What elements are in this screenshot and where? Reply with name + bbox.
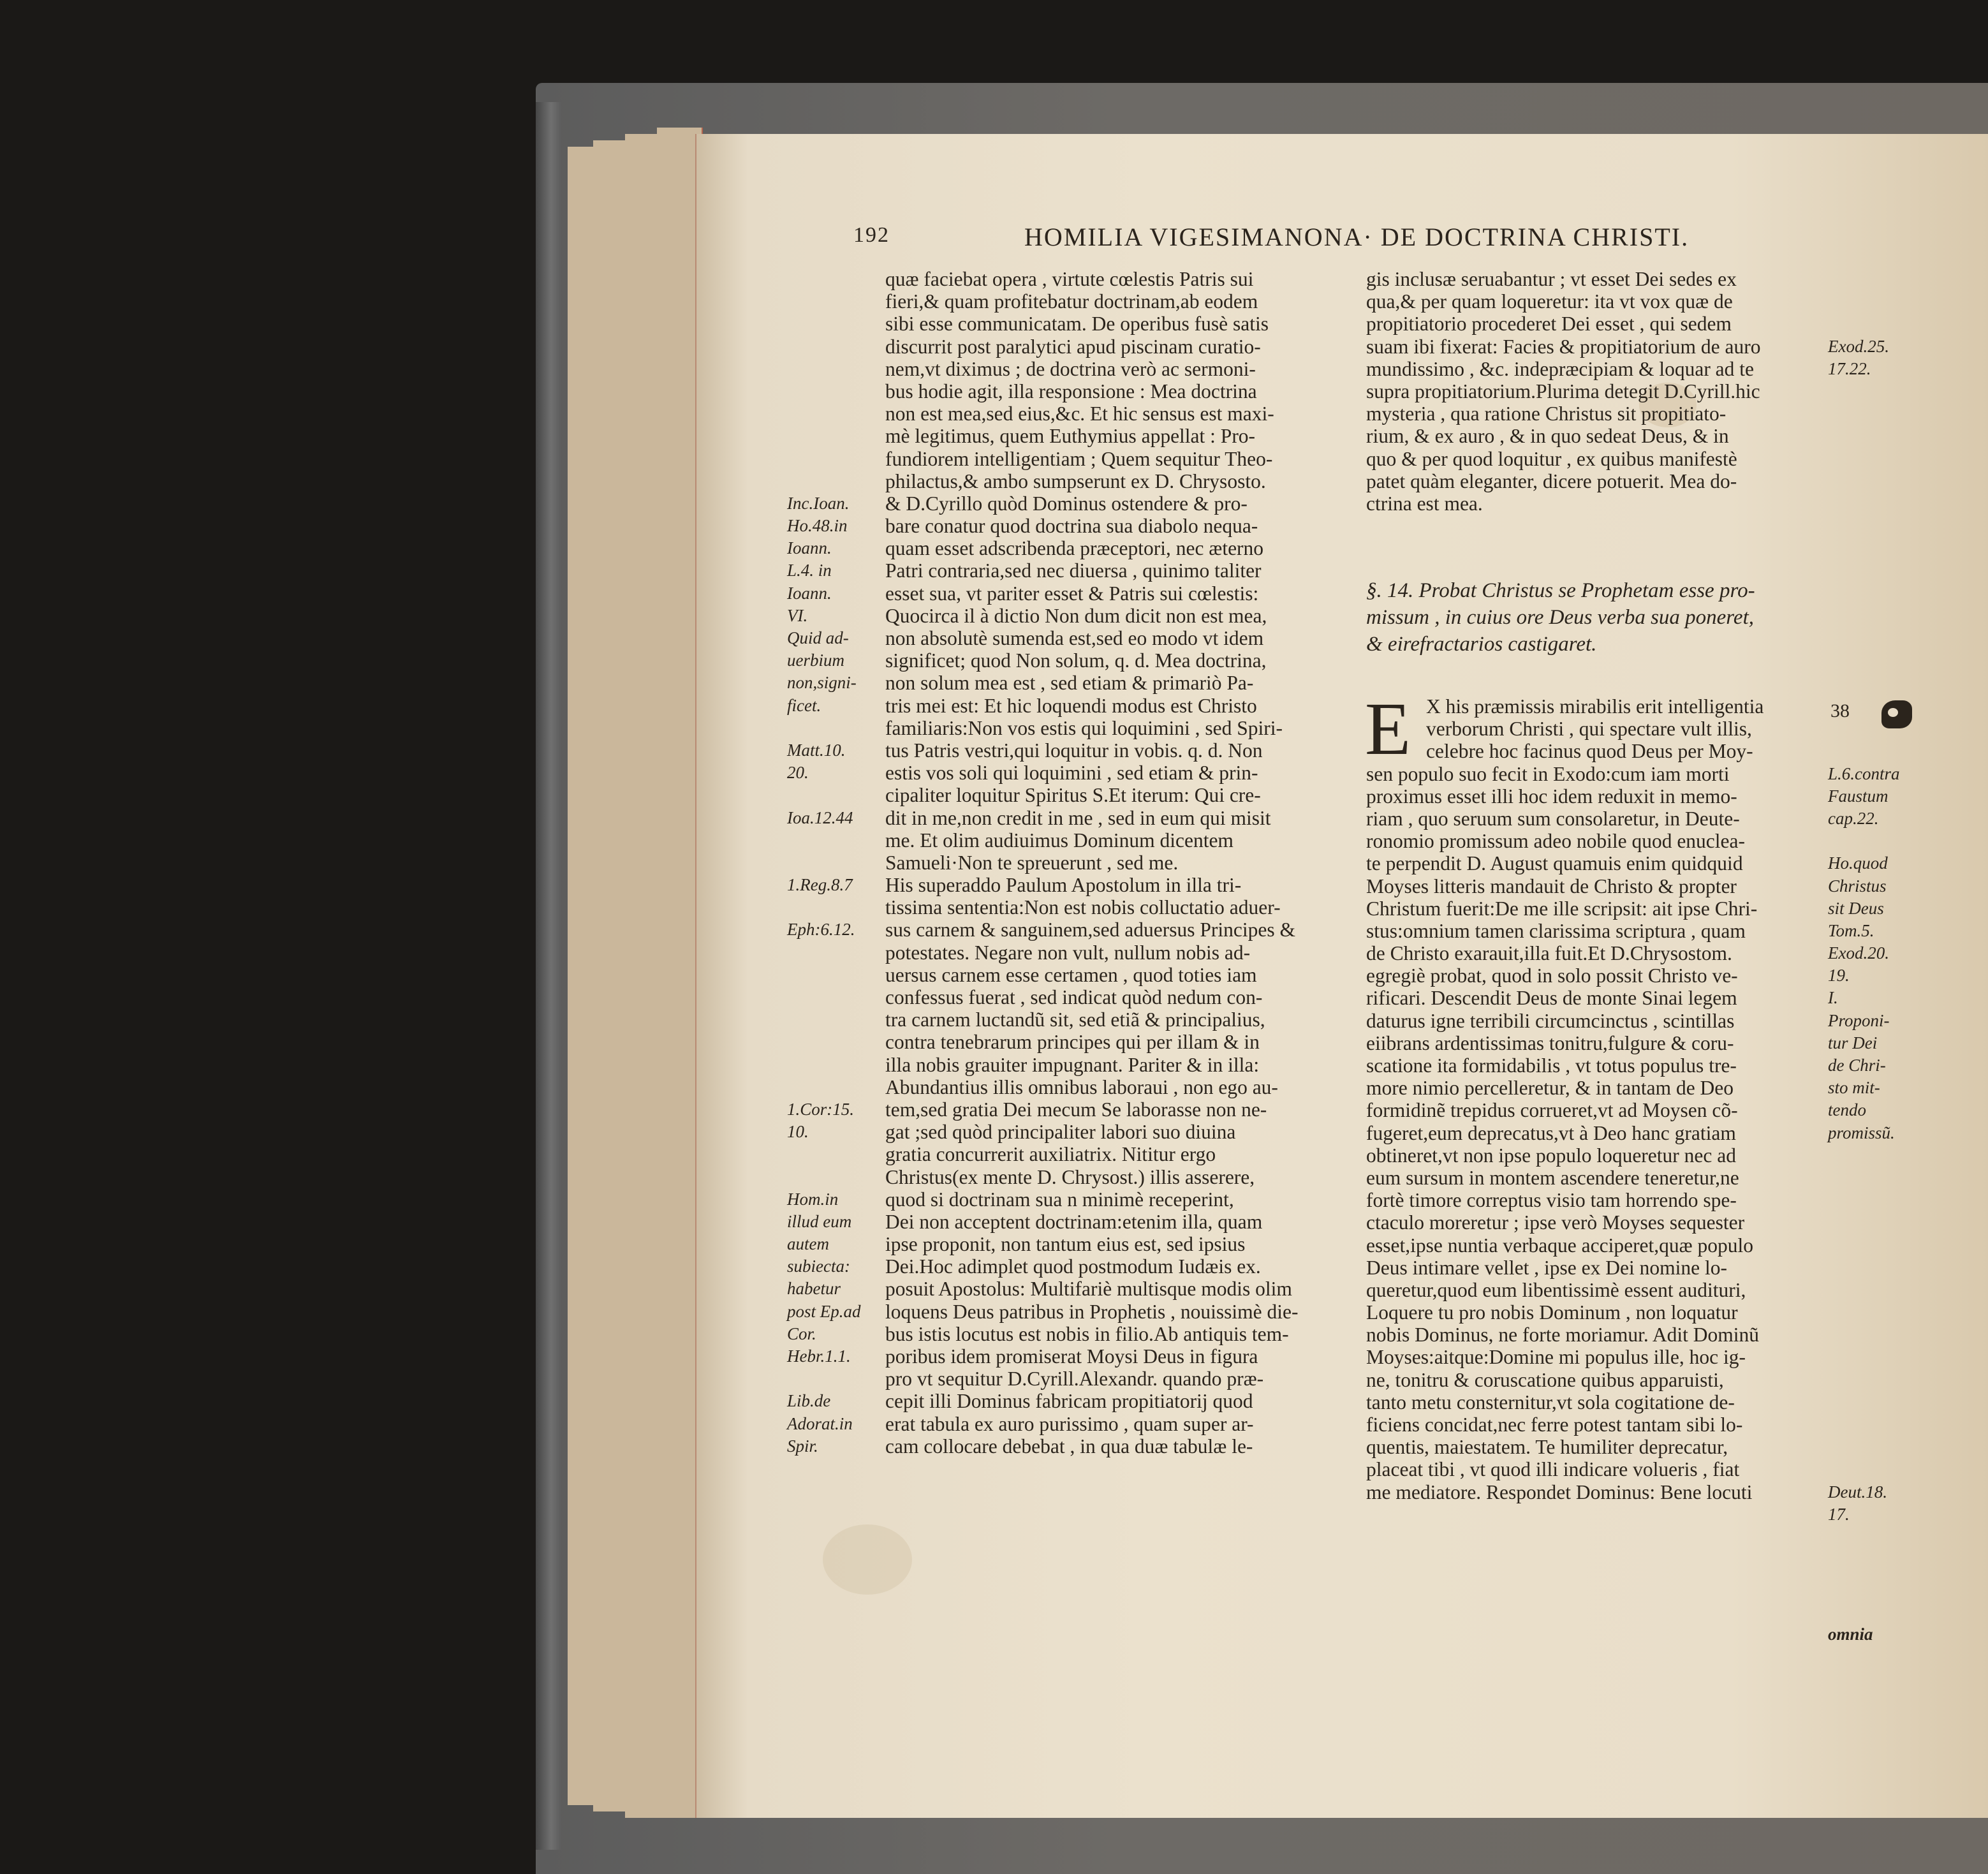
margin-note: 20. [787, 763, 809, 783]
right-column-top-text [1366, 268, 1825, 515]
margin-note: tur Dei [1828, 1033, 1878, 1052]
margin-note: 17.22. [1828, 358, 1871, 378]
text-line: estis vos soli qui loquimini , sed etiam & prin- [885, 762, 1258, 785]
margin-note: subiecta: [787, 1257, 850, 1276]
text-line: mè legitimus, quem Euthymius appellat : Pro- [885, 425, 1256, 448]
text-line: non absolutè sumenda est,sed eo modo vt idem [885, 627, 1264, 649]
margin-note: promissũ. [1828, 1123, 1895, 1142]
paper-stain [823, 1524, 912, 1595]
margin-note: uerbium [787, 651, 844, 670]
text-line: riam , quo seruum sum consolaretur, in Deute- [1366, 807, 1740, 830]
margin-note: Cor. [787, 1324, 816, 1343]
text-line: celebre hoc facinus quod Deus per Moy- [1426, 740, 1753, 763]
margin-note: illud eum [787, 1211, 852, 1231]
text-line: esset sua, vt pariter esset & Patris sui cœlestis: [885, 582, 1259, 605]
text-line: Moyses litteris mandauit de Christo & propter [1366, 874, 1737, 897]
margin-note: Eph:6.12. [787, 920, 855, 940]
text-line: esset,ipse nuntia verbaque acciperet,quæ populo [1366, 1234, 1754, 1257]
text-line: de Christo exarauit,illa fuit.Et D.Chrysostom. [1366, 942, 1732, 965]
text-line: gat ;sed quòd principaliter labori suo diuina [885, 1121, 1236, 1144]
margin-note: Spir. [787, 1436, 818, 1456]
right-margin-notes [1828, 695, 1962, 1526]
text-line: fundiorem intelligentiam ; Quem sequitur Theo- [885, 447, 1273, 470]
margin-note: Lib.de [787, 1391, 831, 1411]
text-line: pro vt sequitur D.Cyrill.Alexandr. quando præ- [885, 1368, 1264, 1391]
text-line: & D.Cyrillo quòd Dominus ostendere & pro- [885, 492, 1248, 515]
text-line: quentis, maiestatem. Te humiliter deprecatur, [1366, 1436, 1728, 1459]
paragraph-number: 38 [1830, 700, 1850, 721]
text-line: uersus carnem esse certamen , quod toties iam [885, 963, 1257, 986]
text-line: eiibrans ardentissimas tonitru,fulgure & coru- [1366, 1031, 1734, 1054]
text-line: placeat tibi , vt quod illi indicare volueris , fiat [1366, 1458, 1740, 1481]
page-number: 192 [853, 223, 890, 247]
heading-line: §. 14. Probat Christus se Prophetam esse pro- [1366, 579, 1755, 602]
margin-note: Ioa.12.44 [787, 808, 853, 827]
margin-note: de Chri- [1828, 1056, 1886, 1075]
text-line: erat tabula ex auro purissimo , quam super ar- [885, 1412, 1254, 1435]
heading-line: missum , in cuius ore Deus verba sua poneret, [1366, 606, 1754, 629]
text-line: tus Patris vestri,qui loquitur in vobis. q. d. Non [885, 739, 1263, 762]
text-line: non solum mea est , sed etiam & primariò Pa- [885, 672, 1254, 695]
margin-note: Inc.Ioan. [787, 493, 850, 513]
left-column-text [885, 268, 1325, 1457]
section-heading [1366, 577, 1940, 658]
text-line: Patri contraria,sed nec diuersa , quinimo taliter [885, 559, 1262, 582]
margin-note: tendo [1828, 1100, 1866, 1120]
text-line: loquens Deus patribus in Prophetis , nouissimè die- [885, 1300, 1299, 1323]
margin-note: post Ep.ad [787, 1301, 861, 1321]
text-line: te perpendit D. August quamuis enim quidquid [1366, 852, 1743, 875]
text-line: formidinẽ trepidus corrueret,vt ad Moysen cõ- [1366, 1099, 1738, 1122]
right-top-margin-notes [1828, 268, 1962, 402]
text-line: tanto metu consternitur,vt sola cogitatione de- [1366, 1391, 1735, 1413]
text-line: ctrina est mea. [1366, 492, 1483, 515]
margin-note: Tom.5. [1828, 920, 1874, 940]
margin-note: I. [1828, 988, 1838, 1008]
margin-note: Ho.quod [1828, 853, 1888, 873]
margin-note: Ioann. [787, 583, 832, 603]
margin-note: non,signi- [787, 673, 857, 693]
text-line: familiaris:Non vos estis qui loquimini , sed Spiri- [885, 716, 1283, 739]
drop-cap: E [1365, 687, 1411, 771]
text-line: fortè timore correptus visio tam horrendo spe- [1366, 1189, 1737, 1212]
text-line: Loquere tu pro nobis Dominum , non loquatur [1366, 1301, 1738, 1324]
text-line: Christus(ex mente D. Chrysost.) illis asserere, [885, 1165, 1255, 1188]
text-line: philactus,& ambo sumpserunt ex D. Chrysosto. [885, 469, 1266, 492]
text-line: ficiens concidat,nec ferre potest tantam sibi lo- [1366, 1413, 1743, 1436]
margin-note: Ho.48.in [787, 516, 848, 536]
margin-note: 1.Reg.8.7 [787, 875, 853, 895]
margin-note: Hom.in [787, 1189, 839, 1209]
margin-note: ficet. [787, 695, 821, 715]
text-line: ipse proponit, non tantum eius est, sed ipsius [885, 1233, 1246, 1256]
text-line: queretur,quod eum libentissimè essent audituri, [1366, 1278, 1746, 1301]
margin-note: autem [787, 1234, 829, 1254]
text-line: daturus igne terribili circumcinctus , scintillas [1366, 1009, 1735, 1032]
text-line: patet quàm eleganter, dicere potuerit. Mea do- [1366, 469, 1737, 492]
text-line: cipaliter loquitur Spiritus S.Et iterum: Qui cre- [885, 784, 1261, 807]
margin-note: VI. [787, 605, 808, 625]
text-line: ne, tonitru & coruscatione quibus apparuisti, [1366, 1368, 1724, 1391]
left-margin-notes [787, 268, 883, 1457]
text-line: sen populo suo fecit in Exodo:cum iam morti [1366, 762, 1730, 785]
text-line: me mediatore. Respondet Dominus: Bene locuti [1366, 1480, 1753, 1503]
text-line: fugeret,eum deprecatus,vt à Deo hanc gratiam [1366, 1121, 1736, 1144]
margin-note: 1.Cor:15. [787, 1099, 855, 1119]
text-line: tra carnem luctandũ sit, sed etiã & principalius, [885, 1008, 1265, 1031]
margin-note: sit Deus [1828, 898, 1884, 918]
text-line: bus hodie agit, illa responsione : Mea doctrina [885, 380, 1257, 402]
text-line: bus istis locutus est nobis in filio.Ab antiquis tem- [885, 1322, 1289, 1345]
text-line: quo & per quod loquitur , ex quibus manifestè [1366, 447, 1737, 470]
margin-note: Adorat.in [787, 1413, 853, 1433]
text-line: tem,sed gratia Dei mecum Se laborasse non ne- [885, 1098, 1267, 1121]
text-line: mundissimo , &c. indepræcipiam & loquar ad te [1366, 357, 1755, 380]
text-line: potestates. Negare non vult, nullum nobis ad- [885, 941, 1251, 964]
text-line: obtineret,vt non ipse populo loqueretur nec ad [1366, 1144, 1736, 1167]
text-line: non est mea,sed eius,&c. Et hic sensus est maxi- [885, 402, 1274, 425]
margin-note: Christus [1828, 876, 1887, 896]
text-line: propitiatorio procederet Dei esset , qui sedem [1366, 313, 1732, 336]
text-line: me. Et olim audiuimus Dominum dicentem [885, 829, 1233, 852]
text-line: Moyses:aitque:Domine mi populus ille, hoc ig- [1366, 1346, 1746, 1369]
text-line: Quocirca il à dictio Non dum dicit non est mea, [885, 604, 1267, 627]
text-line: fieri,& quam profitebatur doctrinam,ab eodem [885, 290, 1258, 313]
text-line: suam ibi fixerat: Facies & propitiatorium de auro [1366, 335, 1761, 358]
text-line: rificari. Descendit Deus de monte Sinai legem [1366, 987, 1737, 1010]
margin-note: Faustum [1828, 786, 1889, 806]
text-line: contra tenebrarum principes qui per illam & in [885, 1031, 1260, 1054]
heading-line: & eirefractarios castigaret. [1366, 633, 1597, 656]
margin-note: 10. [787, 1122, 809, 1142]
text-line: tris mei est: Et hic loquendi modus est Christo [885, 694, 1257, 717]
text-line: ronomio promissum adeo nobile quod enuclea- [1366, 830, 1745, 853]
text-line: ctaculo moreretur ; ipse verò Moyses sequester [1366, 1211, 1745, 1234]
text-line: bare conatur quod doctrina sua diabolo nequa- [885, 515, 1258, 538]
text-line: scatione ita formidabilis , vt totus populus tre- [1366, 1054, 1737, 1077]
margin-note: 19. [1828, 966, 1850, 985]
text-line: quam esset adscribenda præceptori, nec æterno [885, 537, 1264, 560]
text-line: Christum fuerit:De me ille scripsit: ait ipse Chri- [1366, 897, 1758, 920]
margin-note: cap.22. [1828, 808, 1879, 828]
text-line: egregiè probat, quod in solo possit Christo ve- [1366, 964, 1738, 987]
text-line: confessus fuerat , sed indicat quòd nedum con- [885, 986, 1263, 1008]
text-line: mysteria , qua ratione Christus sit propitiato- [1366, 402, 1727, 425]
running-title: HOMILIA VIGESIMANONA· DE DOCTRINA CHRISTI. [1024, 223, 1690, 251]
text-line: Dei non acceptent doctrinam:etenim illa, quam [885, 1210, 1263, 1233]
text-line: X his præmissis mirabilis erit intelligentia [1426, 695, 1764, 718]
text-line: eum sursum in montem ascendere teneretur,ne [1366, 1166, 1739, 1189]
text-line: posuit Apostolus: Multifariè multisque modis olim [885, 1278, 1292, 1301]
margin-note: Hebr.1.1. [787, 1346, 851, 1366]
text-line: proximus esset illi hoc idem reduxit in memo- [1366, 785, 1737, 808]
margin-note: 17. [1828, 1504, 1850, 1524]
text-line: supra propitiatorium.Plurima detegit D.Cyrill.hic [1366, 380, 1760, 402]
text-line: illa nobis grauiter impugnant. Pariter & in illa: [885, 1053, 1260, 1076]
text-line: discurrit post paralytici apud piscinam curatio- [885, 335, 1261, 358]
text-line: nobis Dominus, ne forte moriamur. Adit Dominũ [1366, 1324, 1759, 1346]
text-line: Deus intimare vellet , ipse ex Dei nomine lo- [1366, 1256, 1727, 1279]
text-line: cepit illi Dominus fabricam propitiatorij quod [885, 1390, 1253, 1413]
margin-note: Proponi- [1828, 1010, 1890, 1030]
text-line: significet; quod Non solum, q. d. Mea doctrina, [885, 649, 1267, 672]
book-spine-edge [536, 102, 561, 1850]
text-line: His superaddo Paulum Apostolum in illa tri- [885, 874, 1242, 897]
margin-note: L.4. in [787, 561, 832, 580]
text-line: quæ faciebat opera , virtute cœlestis Patris sui [885, 268, 1254, 290]
margin-note: Quid ad- [787, 628, 849, 647]
text-line: verborum Christi , qui spectare vult illis, [1426, 718, 1752, 741]
text-line: stus:omnium tamen clarissima scriptura , quam [1366, 919, 1746, 942]
text-line: cam collocare debebat , in qua duæ tabulæ le- [885, 1435, 1253, 1457]
margin-note: habetur [787, 1279, 841, 1299]
right-paragraph-text [1365, 687, 1825, 1503]
margin-note: Ioann. [787, 538, 832, 558]
text-line: gis inclusæ seruabantur ; vt esset Dei sedes ex [1366, 268, 1737, 290]
text-line: poribus idem promiserat Moysi Deus in figura [885, 1345, 1258, 1368]
text-line: rium, & ex auro , & in quo sedeat Deus, & in [1366, 425, 1729, 448]
running-header [853, 222, 1938, 254]
text-line: Samueli·Non te spreuerunt , sed me. [885, 851, 1179, 874]
margin-note: sto mit- [1828, 1078, 1880, 1098]
text-line: dit in me,non credit in me , sed in eum qui misit [885, 806, 1271, 829]
margin-note: Matt.10. [787, 740, 846, 760]
text-line: Abundantius illis omnibus laboraui , non ego au- [885, 1075, 1278, 1098]
text-line: quod si doctrinam sua n minimè receperint, [885, 1188, 1234, 1211]
text-line: gratia concurrerit auxiliatrix. Nititur ergo [885, 1143, 1216, 1166]
text-line: tissima sententia:Non est nobis colluctatio aduer- [885, 896, 1281, 919]
text-line: Dei.Hoc adimplet quod postmodum Iudæis ex. [885, 1255, 1261, 1278]
margin-note: L.6.contra [1828, 764, 1900, 783]
text-line: sibi esse communicatam. De operibus fusè satis [885, 313, 1269, 336]
margin-note: Exod.25. [1828, 336, 1889, 356]
text-line: sus carnem & sanguinem,sed aduersus Principes & [885, 919, 1295, 941]
text-line: more nimio percelleretur, & in tantam de Deo [1366, 1077, 1734, 1100]
margin-note: Deut.18. [1828, 1482, 1887, 1501]
catchword: omnia [1828, 1625, 1873, 1644]
text-line: qua,& per quam loqueretur: ita vt vox quæ de [1366, 290, 1733, 313]
text-line: nem,vt diximus ; de doctrina verò ac sermoni- [885, 357, 1256, 380]
margin-note: Exod.20. [1828, 943, 1889, 963]
